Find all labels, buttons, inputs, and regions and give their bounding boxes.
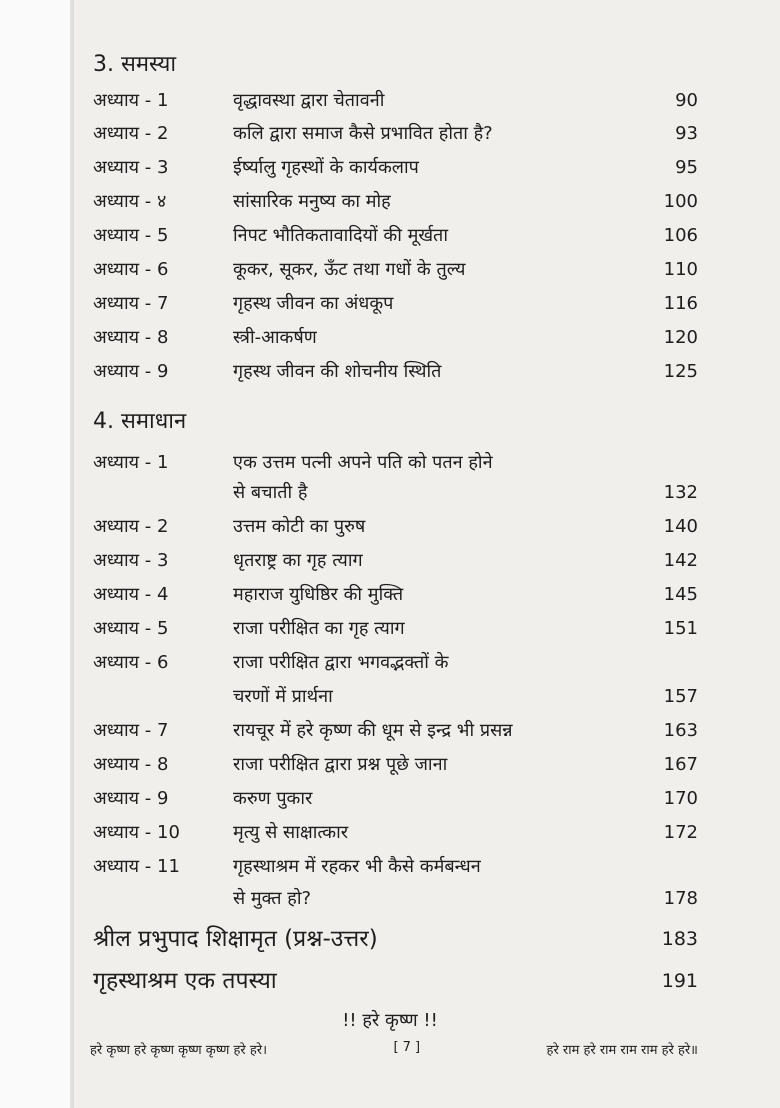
chapter-page: 90 <box>675 90 698 111</box>
chapter-label: अध्याय - 8 <box>93 327 169 348</box>
chapter-title: राजा परीक्षित का गृह त्याग <box>233 618 405 639</box>
chapter-label: अध्याय - 4 <box>93 584 169 605</box>
chapter-page: 172 <box>663 822 698 843</box>
chapter-title-continued: से मुक्त हो? <box>233 888 312 909</box>
chapter-title: मृत्यु से साक्षात्कार <box>233 822 349 843</box>
chapter-entry <box>93 448 698 478</box>
chapter-entry <box>93 323 698 353</box>
chapter-label: अध्याय - 1 <box>93 452 169 473</box>
chapter-page: 132 <box>663 482 698 503</box>
extra-title: गृहस्थाश्रम एक तपस्या <box>93 968 277 994</box>
page-footer <box>90 1040 698 1058</box>
chapter-page: 125 <box>663 361 698 382</box>
chapter-label: अध्याय - 6 <box>93 652 169 673</box>
chapter-entry <box>93 357 698 387</box>
chapter-page: 167 <box>663 754 698 775</box>
chapter-entry <box>93 512 698 542</box>
chapter-label: अध्याय - 1 <box>93 90 169 111</box>
chapter-label: अध्याय - 3 <box>93 550 169 571</box>
chapter-title: राजा परीक्षित द्वारा भगवद्भक्तों के <box>233 652 449 673</box>
chapter-entry <box>93 750 698 780</box>
chapter-title: गृहस्थ जीवन का अंधकूप <box>233 293 394 314</box>
chapter-entry-continued <box>93 884 698 914</box>
chapter-entry <box>93 784 698 814</box>
chapter-label: अध्याय - 11 <box>93 856 180 877</box>
chapter-entry <box>93 255 698 285</box>
chapter-label: अध्याय - 6 <box>93 259 169 280</box>
mantra-heading: !! हरे कृष्ण !! <box>342 1010 438 1031</box>
extra-page: 191 <box>661 970 698 992</box>
chapter-label: अध्याय - 5 <box>93 225 169 246</box>
chapter-page: 106 <box>663 225 698 246</box>
chapter-title: स्त्री-आकर्षण <box>233 327 317 348</box>
chapter-entry <box>93 716 698 746</box>
chapter-title: रायचूर में हरे कृष्ण की धूम से इन्द्र भी प्रसन्न <box>233 720 513 741</box>
chapter-title: उत्तम कोटी का पुरुष <box>233 516 366 537</box>
chapter-page: 100 <box>663 191 698 212</box>
chapter-title: कूकर, सूकर, ऊँट तथा गधों के तुल्य <box>233 259 466 280</box>
chapter-page: 142 <box>663 550 698 571</box>
chapter-entry-continued <box>93 478 698 508</box>
page-number: [ 7 ] <box>393 1040 421 1055</box>
chapter-title: धृतराष्ट्र का गृह त्याग <box>233 550 363 571</box>
chapter-title-continued: से बचाती है <box>233 482 308 503</box>
chapter-label: अध्याय - 5 <box>93 618 169 639</box>
chapter-label: अध्याय - 10 <box>93 822 180 843</box>
chapter-label: अध्याय - 7 <box>93 293 169 314</box>
chapter-title: वृद्धावस्था द्वारा चेतावनी <box>233 90 385 111</box>
chapter-label: अध्याय - 9 <box>93 788 169 809</box>
extra-entry <box>93 964 698 998</box>
chapter-page: 178 <box>663 888 698 909</box>
extra-title: श्रील प्रभुपाद शिक्षामृत (प्रश्न-उत्तर) <box>93 926 378 952</box>
chapter-page: 157 <box>663 686 698 707</box>
chapter-title: गृहस्थाश्रम में रहकर भी कैसे कर्मबन्धन <box>233 856 481 877</box>
chapter-page: 151 <box>663 618 698 639</box>
chapter-label: अध्याय - 9 <box>93 361 169 382</box>
chapter-label: अध्याय - ४ <box>93 191 167 212</box>
chapter-title: महाराज युधिष्ठिर की मुक्ति <box>233 584 404 605</box>
chapter-entry <box>93 614 698 644</box>
extra-page: 183 <box>661 928 698 950</box>
chapter-entry <box>93 818 698 848</box>
section-heading: 3. समस्या <box>93 52 177 77</box>
chapter-page: 93 <box>675 123 698 144</box>
extra-entry <box>93 922 698 956</box>
chapter-title: सांसारिक मनुष्य का मोह <box>233 191 391 212</box>
chapter-entry <box>93 153 698 183</box>
chapter-entry <box>93 648 698 678</box>
chapter-page: 163 <box>663 720 698 741</box>
chapter-page: 170 <box>663 788 698 809</box>
chapter-entry <box>93 119 698 149</box>
footer-mantra-left: हरे कृष्ण हरे कृष्ण कृष्ण कृष्ण हरे हरे। <box>90 1043 268 1058</box>
footer-mantra-right: हरे राम हरे राम राम राम हरे हरे॥ <box>546 1043 698 1058</box>
chapter-page: 95 <box>675 157 698 178</box>
chapter-page: 116 <box>663 293 698 314</box>
chapter-page: 140 <box>663 516 698 537</box>
chapter-label: अध्याय - 2 <box>93 516 169 537</box>
chapter-title: गृहस्थ जीवन की शोचनीय स्थिति <box>233 361 442 382</box>
chapter-entry <box>93 86 698 116</box>
chapter-title-continued: चरणों में प्रार्थना <box>233 686 333 707</box>
chapter-title: ईर्ष्यालु गृहस्थों के कार्यकलाप <box>233 157 419 178</box>
chapter-entry <box>93 289 698 319</box>
chapter-entry <box>93 546 698 576</box>
chapter-entry <box>93 221 698 251</box>
section-heading: 4. समाधान <box>93 409 187 434</box>
chapter-title: एक उत्तम पत्नी अपने पति को पतन होने <box>233 452 493 473</box>
chapter-title: करुण पुकार <box>233 788 313 809</box>
chapter-page: 110 <box>663 259 698 280</box>
chapter-page: 120 <box>663 327 698 348</box>
chapter-entry <box>93 852 698 882</box>
chapter-title: कलि द्वारा समाज कैसे प्रभावित होता है? <box>233 123 493 144</box>
chapter-entry-continued <box>93 682 698 712</box>
chapter-page: 145 <box>663 584 698 605</box>
chapter-label: अध्याय - 8 <box>93 754 169 775</box>
chapter-entry <box>93 580 698 610</box>
chapter-label: अध्याय - 7 <box>93 720 169 741</box>
chapter-label: अध्याय - 3 <box>93 157 169 178</box>
chapter-label: अध्याय - 2 <box>93 123 169 144</box>
chapter-title: निपट भौतिकतावादियों की मूर्खता <box>233 225 448 246</box>
chapter-entry <box>93 187 698 217</box>
chapter-title: राजा परीक्षित द्वारा प्रश्न पूछे जाना <box>233 754 448 775</box>
